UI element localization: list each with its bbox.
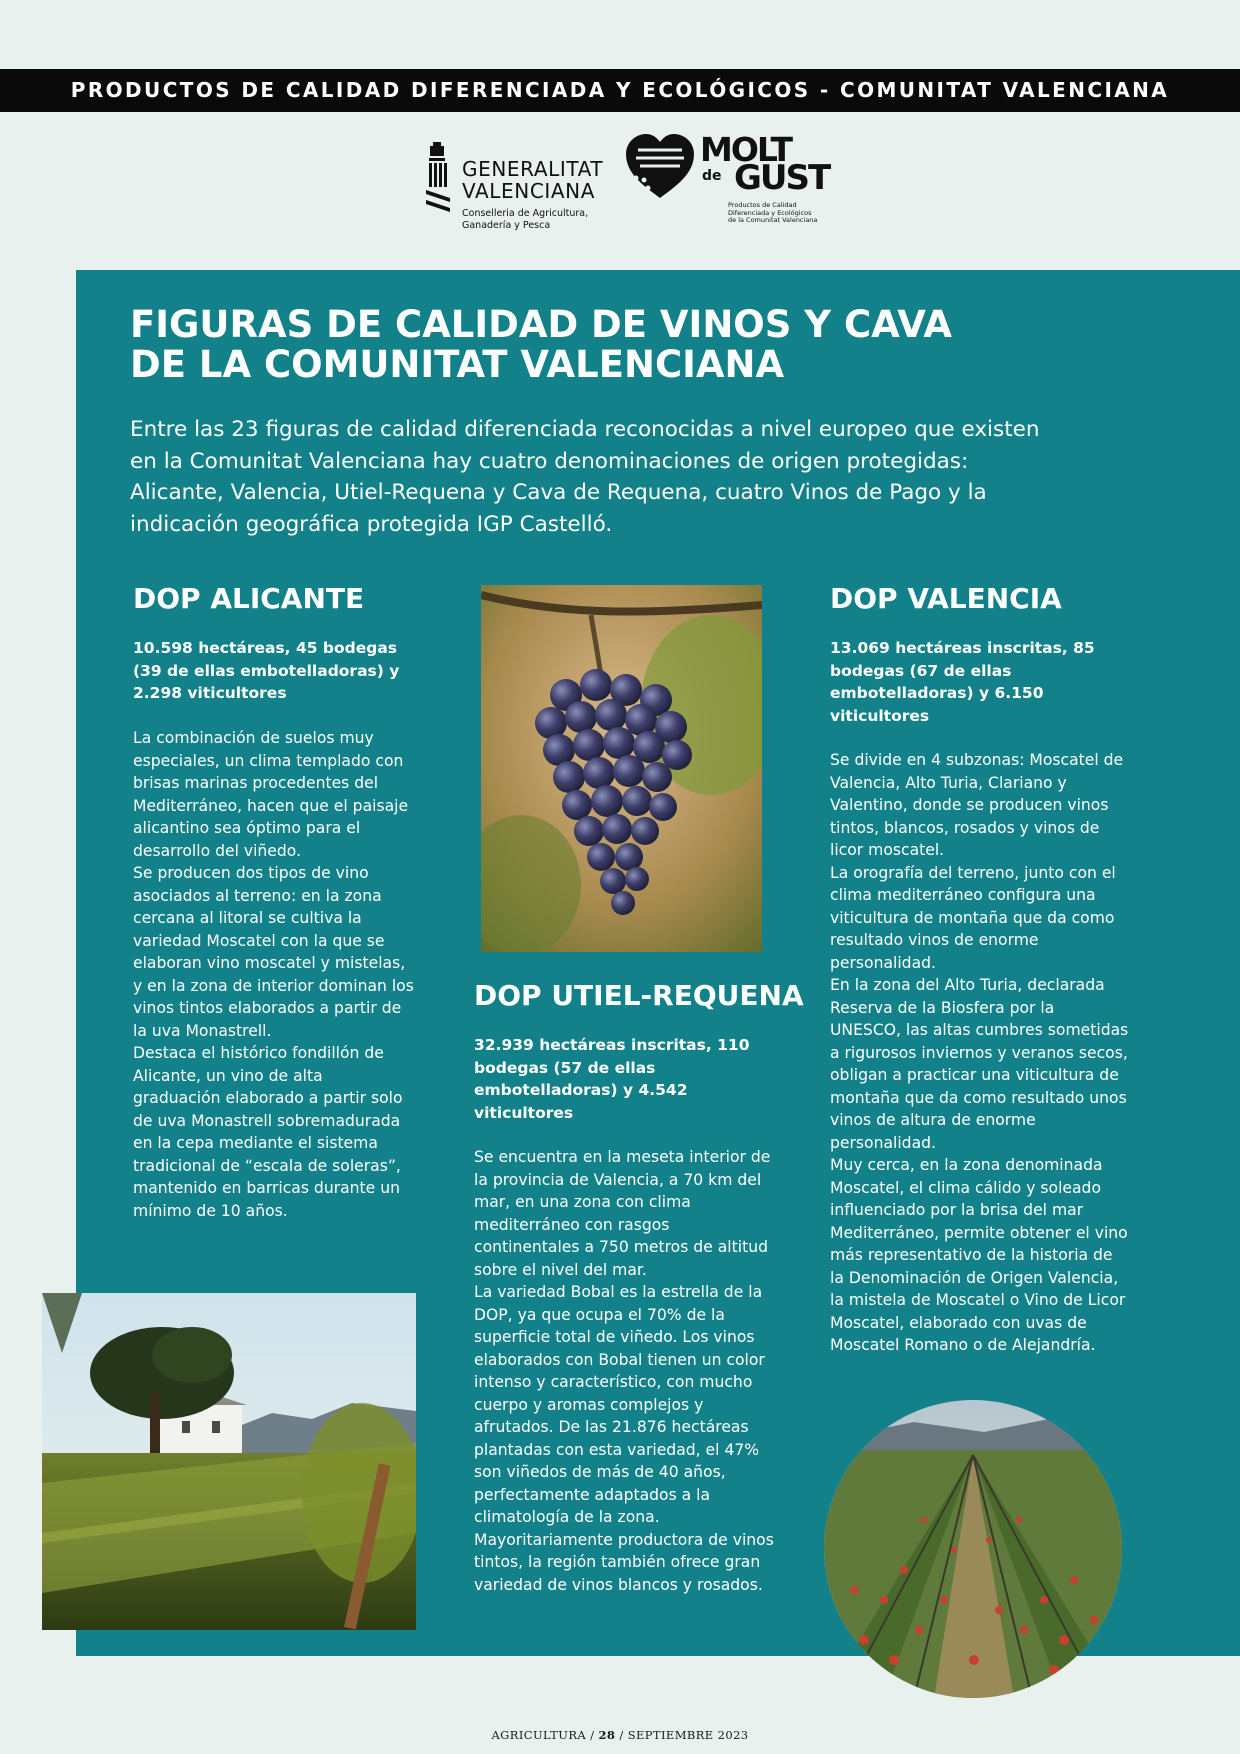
utiel-title: DOP UTIEL-REQUENA: [474, 979, 804, 1012]
moltdegust-de: de: [702, 168, 722, 184]
grapes-image: [481, 585, 762, 952]
footer-page-number: 28: [598, 1728, 616, 1742]
alicante-title: DOP ALICANTE: [133, 582, 365, 615]
generalitat-sub2: Ganadería y Pesca: [462, 220, 551, 231]
article-title: [130, 305, 1030, 385]
moltdegust-logo: [624, 130, 830, 232]
valencia-title: DOP VALENCIA: [830, 582, 1062, 615]
generalitat-line1: GENERALITAT: [462, 157, 604, 181]
generalitat-subtitle: [462, 208, 588, 232]
footer-section: AGRICULTURA: [491, 1728, 587, 1742]
generalitat-sub1: Conselleria de Agricultura,: [462, 208, 589, 219]
generalitat-line2: VALENCIANA: [462, 179, 596, 203]
logos-row: [0, 132, 1240, 232]
article-title-line1: FIGURAS DE CALIDAD DE VINOS Y CAVA: [130, 303, 952, 346]
vineyard-flowers-image: [824, 1400, 1122, 1698]
header-banner-text: PRODUCTOS DE CALIDAD DIFERENCIADA Y ECOLÓGICOS - COMUNITAT VALENCIANA: [70, 78, 1170, 102]
alicante-text: La combinación de suelos muy especiales, un clima templado con brisas marinas procedentes del Mediterráneo, hacen que el paisaje alicantino sea óptimo para el desarrollo del viñedo. Se producen dos tipos de vino asociados al terreno: en la zona cercana al litoral se cultiva la variedad Moscatel con la que se elaboran vino moscatel y mistelas, y en la zona de interior dominan los vinos tintos elaborados a partir de la uva Monastrell. Destaca el histórico fondillón de Alicante, un vino de alta graduación elaborado a partir solo de uva Monastrell sobremadurada en la cepa mediante el sistema tradicional de “escala de soleras”, mantenido en barricas durante un mínimo de 10 años.: [133, 729, 414, 1220]
footer-date: SEPTIEMBRE 2023: [627, 1728, 749, 1742]
header-banner: [0, 69, 1240, 112]
utiel-text: Se encuentra en la meseta interior de la provincia de Valencia, a 70 km del mar, en una zona con clima mediterráneo con rasgos continentales a 750 metros de altitud sobre el nivel del mar. La variedad Bobal es la estrella de la DOP, ya que ocupa el 70% de la superficie total de viñedo. Los vinos elaborados con Bobal tienen un color intenso y característico, con mucho cuerpo y aromas complejos y afrutados. De las 21.876 hectáreas plantadas con esta variedad, el 47% son viñedos de más de 40 años, perfectamente adaptados a la climatología de la zona. Mayoritariamente productora de vinos tintos, la región también ofrece gran variedad de vinos blancos y rosados.: [474, 1148, 774, 1594]
moltdegust-sub2: Diferenciada y Ecológicos: [728, 208, 812, 217]
valencia-stats: 13.069 hectáreas inscritas, 85 bodegas (67 de ellas embotelladoras) y 6.150 viticultores: [830, 639, 1095, 725]
moltdegust-word1: MOLT: [700, 130, 791, 169]
vineyard-flowers-photo: [824, 1400, 1122, 1698]
vineyard-house-image: [42, 1293, 416, 1630]
generalitat-logo: [424, 138, 606, 230]
moltdegust-subtitle: [728, 202, 828, 225]
generalitat-name: [462, 158, 603, 202]
heart-logo-icon: [624, 134, 696, 200]
article-intro: Entre las 23 figuras de calidad diferenciada reconocidas a nivel europeo que existen en la Comunitat Valenciana hay cuatro denominaciones de origen protegidas: Alicante, Valencia, Utiel-Requena y Cava de Requena, cuatro Vinos de Pago y la indicación geográfica protegida IGP Castelló.: [130, 417, 1040, 537]
moltdegust-sub1: Productos de Calidad: [728, 201, 797, 209]
moltdegust-sub3: de la Comunitat Valenciana: [728, 216, 818, 224]
footer-separator-2: /: [619, 1728, 628, 1742]
page-footer: [0, 1728, 1240, 1742]
vineyard-house-photo: [42, 1293, 416, 1630]
utiel-stats: 32.939 hectáreas inscritas, 110 bodegas (57 de ellas embotelladoras) y 4.542 viticultores: [474, 1036, 750, 1122]
alicante-stats: 10.598 hectáreas, 45 bodegas (39 de ellas embotelladoras) y 2.298 viticultores: [133, 639, 400, 702]
generalitat-emblem-icon: [424, 142, 454, 214]
moltdegust-word2: GUST: [734, 158, 830, 198]
grapes-photo: [481, 585, 762, 952]
footer-separator-1: /: [590, 1728, 599, 1742]
valencia-text: Se divide en 4 subzonas: Moscatel de Valencia, Alto Turia, Clariano y Valentino, donde se producen vinos tintos, blancos, rosados y vinos de licor moscatel. La orografía del terreno, junto con el clima mediterráneo configura una viticultura de montaña que da como resultado vinos de enorme personalidad. En la zona del Alto Turia, declarada Reserva de la Biosfera por la UNESCO, las altas cumbres sometidas a rigurosos inviernos y veranos secos, obligan a practicar una viticultura de montaña que da como resultado unos vinos de altura de enorme personalidad. Muy cerca, en la zona denominada Moscatel, el clima cálido y soleado influenciado por la brisa del mar Mediterráneo, permite obtener el vino más representativo de la historia de la Denominación de Origen Valencia, la mistela de Moscatel o Vino de Licor Moscatel, elaborado con uvas de Moscatel Romano o de Alejandría.: [830, 751, 1129, 1354]
article-title-line2: DE LA COMUNITAT VALENCIANA: [130, 343, 785, 386]
